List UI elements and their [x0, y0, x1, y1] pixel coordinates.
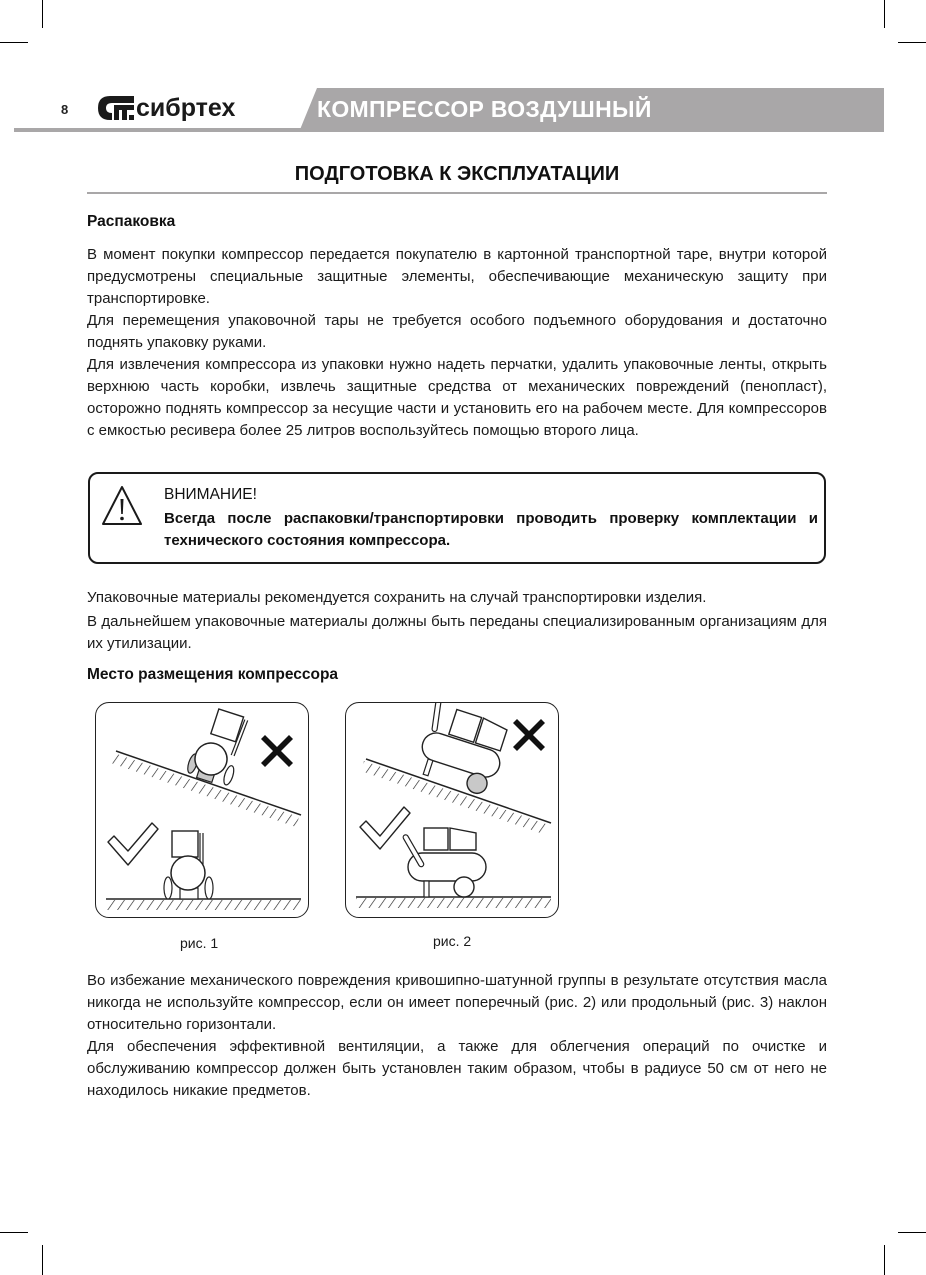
warning-title: ВНИМАНИЕ! — [164, 486, 257, 503]
paragraph: Для извлечения компрессора из упаковки нужно надеть перчатки, удалить упаковочные ленты, открыть верхнюю часть коробки, извлечь защитные средства от механических повреждений (пенопласт), осторожно поднять компрессор за несущие части и установить его на рабочем месте. Для компрессоров с емкостью ресивера более 25 литров воспользуйтесь помощью второго лица. — [87, 356, 827, 439]
paragraph: Для перемещения упаковочной тары не требуется особого подъемного оборудования и достаточно поднять упаковку руками. — [87, 312, 827, 351]
figure-1-caption: рис. 1 — [180, 935, 219, 951]
brand-name: сибртех — [136, 93, 236, 122]
crop-mark — [884, 0, 885, 28]
crop-mark — [884, 1245, 885, 1275]
paragraph: Для обеспечения эффективной вентиляции, а также для облегчения операций по очистке и обслуживанию компрессор должен быть установлен таким образом, чтобы в радиусе 50 см от него не находилось никакие предметов. — [87, 1038, 827, 1099]
unpacking-heading: Распаковка — [87, 213, 176, 230]
cross-icon — [513, 719, 545, 751]
page-header — [14, 88, 884, 132]
section-rule — [87, 192, 827, 194]
paragraph: Во избежание механического повреждения кривошипно-шатунной группы в результате отсутствия масла никогда не используйте компрессор, если он имеет поперечный (рис. 2) или продольный (рис. 3) наклон относительно горизонтали. — [87, 972, 827, 1033]
upright-compressor-icon — [164, 831, 213, 899]
checkmark-icon — [360, 807, 410, 849]
figure-2-caption: рис. 2 — [433, 933, 472, 949]
cross-icon — [261, 735, 293, 767]
section-title: ПОДГОТОВКА К ЭКСПЛУАТАЦИИ — [294, 163, 620, 185]
page-number: 8 — [61, 102, 69, 117]
warning-text: Всегда после распаковки/транспортировки проводить проверку комплектации и технического состояния компрессора. — [164, 510, 818, 549]
crop-mark — [42, 1245, 43, 1275]
figure-1 — [95, 702, 309, 918]
checkmark-icon — [108, 823, 158, 865]
product-title: КОМПРЕССОР ВОЗДУШНЫЙ — [317, 96, 652, 122]
warning-triangle-icon — [100, 484, 144, 528]
crop-mark — [42, 0, 43, 28]
brand-logo-icon — [98, 96, 134, 120]
placement-heading: Место размещения компрессора — [87, 666, 339, 683]
upright-compressor-icon — [402, 828, 486, 897]
figure-1-illustration — [96, 703, 310, 919]
crop-mark — [0, 1232, 28, 1233]
brand-logo — [98, 92, 235, 124]
crop-mark — [0, 42, 28, 43]
paragraph: Упаковочные материалы рекомендуется сохранить на случай транспортировки изделия. — [87, 589, 707, 606]
figure-2 — [345, 702, 559, 918]
paragraph: В дальнейшем упаковочные материалы должны быть переданы специализированным организациям для их утилизации. — [87, 613, 827, 652]
crop-mark — [898, 42, 926, 43]
paragraph: В момент покупки компрессор передается покупателю в картонной транспортной таре, внутри которой предусмотрены специальные защитные элементы, обеспечивающие механическую защиту при транспортировке. — [87, 246, 827, 307]
figure-2-illustration — [346, 703, 560, 919]
warning-box — [88, 472, 826, 564]
crop-mark — [898, 1232, 926, 1233]
tilted-compressor-icon — [185, 705, 251, 788]
